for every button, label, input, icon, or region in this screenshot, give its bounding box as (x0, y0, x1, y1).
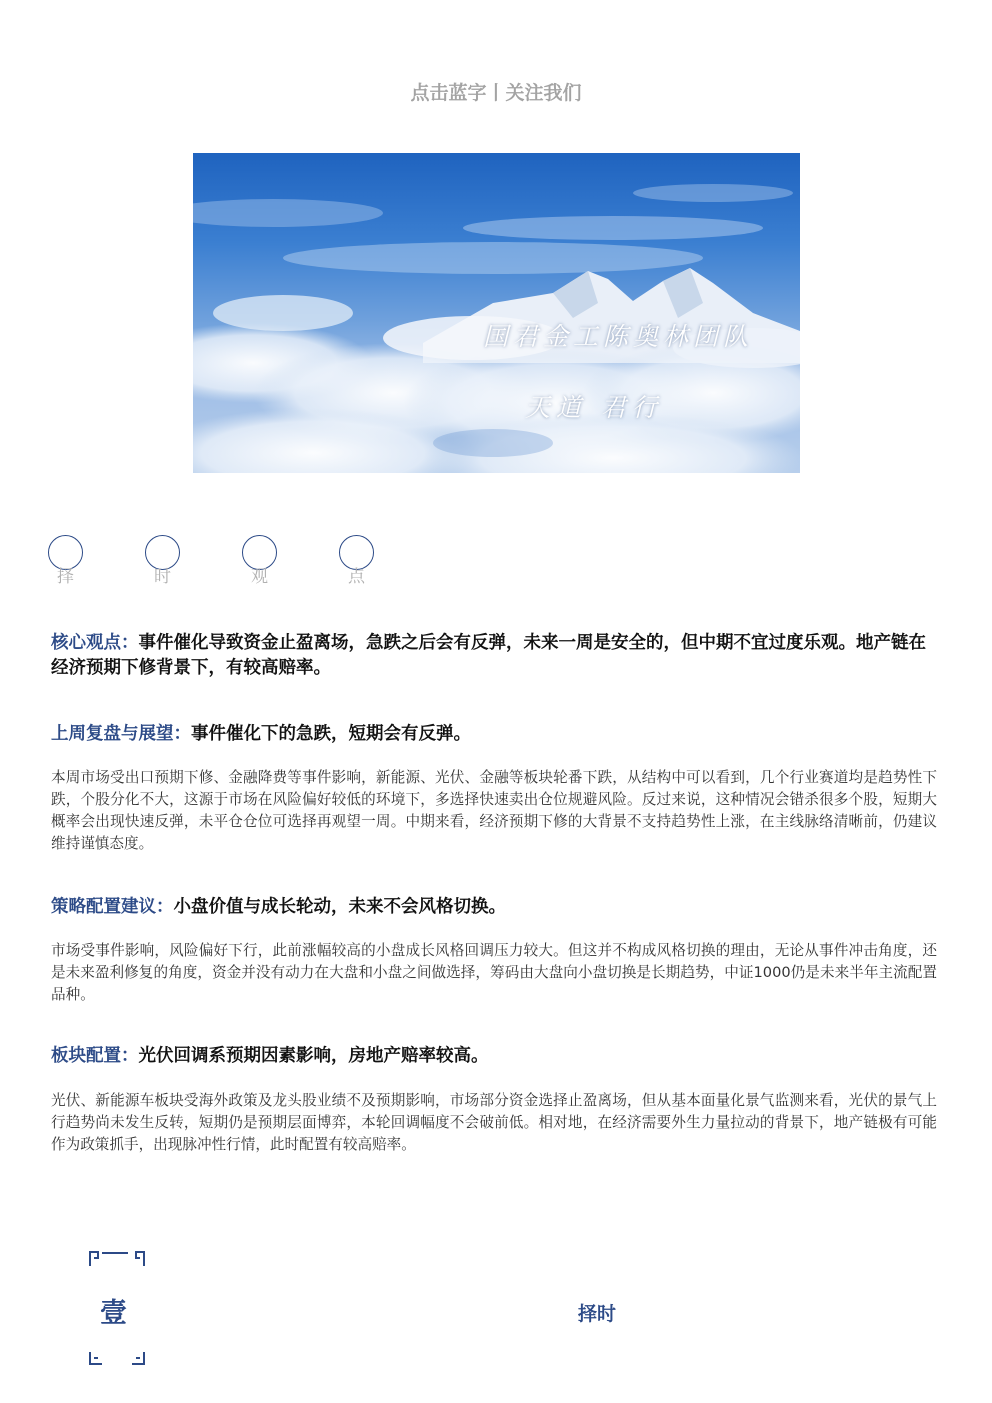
mountain-cloud-illustration (193, 153, 800, 473)
core-view-text: 事件催化导致资金止盈离场，急跌之后会有反弹，未来一周是安全的，但中期不宜过度乐观。地产链在经济预期下修背景下，有较高赔率。 (51, 633, 926, 678)
core-view (51, 631, 931, 681)
nav-item-label: 时 (154, 567, 171, 587)
review-body: 本周市场受出口预期下修、金融降费等事件影响，新能源、光伏、金融等板块轮番下跌，从结构中可以看到，几个行业赛道均是趋势性下跌，个股分化不大，这源于市场在风险偏好较低的环境下，多选择快速卖出仓位规避风险。反过来说，这种情况会错杀很多个股，短期大概率会出现快速反弹，未平仓仓位可选择再观望一周。中期来看，经济预期下修的大背景不支持趋势性上涨，在主线脉络清晰前，仍建议维持谨慎态度。 (51, 769, 937, 852)
strategy-label: 策略配置建议： (51, 897, 174, 917)
nav-item-label: 观 (251, 567, 268, 587)
chapter-number: 壹 (100, 1298, 127, 1329)
nav-item-ze[interactable] (48, 535, 88, 585)
banner-image (193, 153, 800, 473)
strategy-heading (51, 895, 931, 920)
review-headline: 事件催化下的急跌，短期会有反弹。 (191, 724, 471, 744)
sector-heading (51, 1044, 931, 1069)
nav-item-shi[interactable] (145, 535, 185, 585)
nav-item-dian[interactable] (339, 535, 379, 585)
nav-item-label: 点 (348, 567, 365, 587)
nav-item-guan[interactable] (242, 535, 282, 585)
banner-team-name: 国君金工陈奥林团队 (483, 322, 754, 351)
sector-headline: 光伏回调系预期因素影响，房地产赔率较高。 (138, 1046, 489, 1066)
sector-body: 光伏、新能源车板块受海外政策及龙头股业绩不及预期影响，市场部分资金选择止盈离场，但从基本面量化景气监测来看，光伏的景气上行趋势尚未发生反转，短期仍是预期层面博弈，本轮回调幅度不会破前低。相对地，在经济需要外生力量拉动的背景下，地产链极有可能作为政策抓手，出现脉冲性行情，此时配置有较高赔率。 (51, 1092, 937, 1153)
follow-us-prompt[interactable]: 点击蓝字丨关注我们 (410, 82, 582, 104)
section-nav (48, 535, 448, 585)
banner-motto: 天道 君行 (525, 393, 663, 422)
core-view-label: 核心观点： (51, 633, 139, 653)
review-label: 上周复盘与展望： (51, 724, 191, 744)
review-heading (51, 722, 931, 747)
nav-item-label: 择 (57, 567, 74, 587)
strategy-headline: 小盘价值与成长轮动，未来不会风格切换。 (173, 897, 506, 917)
strategy-body: 市场受事件影响，风险偏好下行，此前涨幅较高的小盘成长风格回调压力较大。但这并不构成风格切换的理由，无论从事件冲击角度，还是未来盈利修复的角度，资金并没有动力在大盘和小盘之间做选择，筹码由大盘向小盘切换是长期趋势，中证1000仍是未来半年主流配置品种。 (51, 942, 937, 1003)
sector-label: 板块配置： (51, 1046, 139, 1066)
chapter-title: 择时 (578, 1303, 617, 1325)
